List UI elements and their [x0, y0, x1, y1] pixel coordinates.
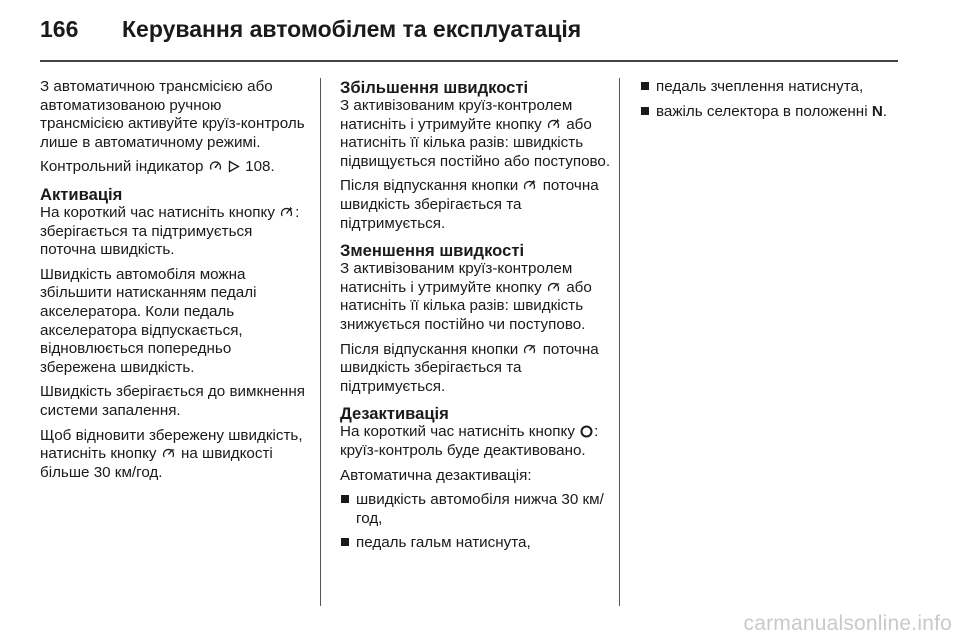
cruise-control-plus-icon [280, 206, 294, 219]
increase-release-text-b: поточна швидкість зберігається та підтримується. [340, 177, 599, 232]
decrease-text-a: З активізованим круїз-контролем натисніть і утримуйте кнопку [340, 260, 573, 296]
list-item: педаль зчеплення натиснута, [640, 78, 902, 97]
cruise-control-indicator-icon [209, 160, 222, 173]
activation-heading: Активація [40, 184, 123, 204]
deactivation-paragraph-2: Автоматична дезактивація: [340, 466, 532, 484]
decrease-release-text-a: Після відпускання кнопки [340, 340, 519, 358]
list-item: швидкість автомобіля нижча 30 км/год, [340, 491, 612, 528]
deactivation-text-b: : круїз-контроль буде деактивовано. [340, 423, 599, 459]
cruise-cancel-o-icon [580, 425, 593, 438]
indicator-paragraph [40, 158, 308, 177]
page-header [0, 0, 960, 60]
increase-paragraph-2 [340, 177, 612, 233]
selector-text: важіль селектора в положенні [656, 102, 868, 120]
resume-text-a: Щоб відновити збережену швидкість, натисніть кнопку [40, 426, 303, 463]
cruise-control-minus-icon [523, 343, 537, 356]
column-divider-1 [320, 78, 321, 606]
activation-paragraph-2: Швидкість автомобіля можна збільшити натисканням педалі акселератора. Коли педаль акселератора відпускається, відновлюється попередньо збережена швидкість. [40, 265, 257, 376]
activation-paragraph-4 [40, 427, 308, 483]
decrease-text-b: або натисніть її кілька разів: швидкість знижується постійно чи поступово. [340, 278, 592, 333]
cruise-control-plus-icon [523, 179, 537, 192]
page-number: 166 [40, 16, 79, 42]
list-item: педаль гальм натиснута, [340, 534, 612, 553]
cruise-control-plus-icon [547, 118, 561, 131]
activation-text-a: На короткий час натисніть кнопку [40, 203, 275, 221]
cruise-control-minus-icon [162, 447, 176, 460]
intro-paragraph: З автоматичною трансмісією або автоматизованою ручною трансмісією активуйте круїз-контроль лише в автоматичному режимі. [40, 78, 305, 151]
auto-deactivation-list-continued [640, 78, 902, 121]
resume-text-b: на швидкості більше 30 км/год. [40, 445, 273, 481]
list-item [640, 103, 902, 122]
increase-text-b: або натисніть її кілька разів: швидкість підвищується постійно або поступово. [340, 115, 611, 170]
decrease-heading: Зменшення швидкості [340, 241, 525, 261]
column-1 [40, 78, 308, 488]
deactivation-heading: Дезактивація [340, 404, 449, 424]
increase-release-text-a: Після відпускання кнопки [340, 177, 519, 195]
indicator-text: Контрольний індикатор [40, 158, 204, 176]
column-3 [640, 78, 902, 127]
header-rule [40, 60, 898, 62]
increase-paragraph-1 [340, 97, 612, 171]
column-2 [340, 78, 612, 559]
auto-deactivation-list [340, 491, 612, 553]
decrease-release-text-b: поточна швидкість зберігається та підтримується. [340, 340, 599, 395]
selector-period: . [882, 102, 888, 120]
selector-position: N [871, 102, 883, 120]
deactivation-paragraph-1 [340, 423, 612, 460]
cruise-control-minus-icon [547, 281, 561, 294]
activation-text-b: : зберігається та підтримується поточна швидкість. [40, 203, 300, 259]
page-reference-triangle-icon [228, 160, 240, 173]
deactivation-text-a: На короткий час натисніть кнопку [340, 423, 575, 441]
decrease-paragraph-2 [340, 341, 612, 397]
increase-text-a: З активізованим круїз-контролем натисніть і утримуйте кнопку [340, 97, 573, 133]
column-divider-2 [619, 78, 620, 606]
activation-paragraph-3: Швидкість зберігається до вимкнення системи запалення. [40, 383, 305, 419]
decrease-paragraph-1 [340, 260, 612, 334]
page-reference: 108. [245, 158, 275, 176]
increase-heading: Збільшення швидкості [340, 78, 529, 97]
watermark: carmanualsonline.info [743, 612, 952, 635]
activation-paragraph-1 [40, 204, 308, 260]
page-title: Керування автомобілем та експлуатація [122, 16, 582, 42]
